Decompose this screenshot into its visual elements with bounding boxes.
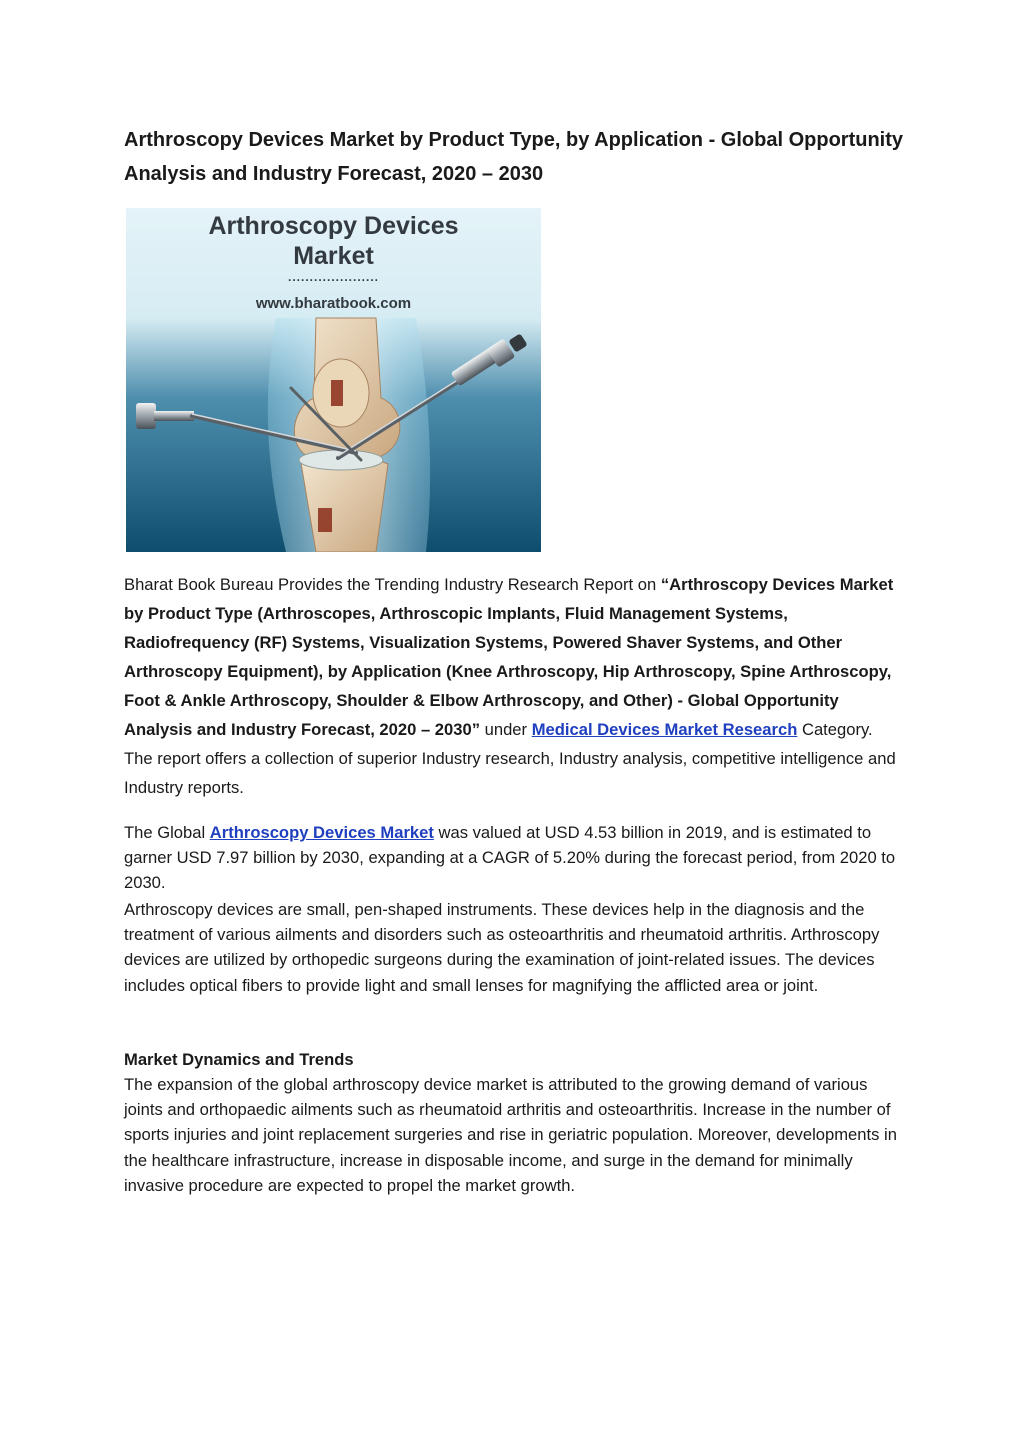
global-tail: was valued at USD 4.53 billion in 2019, and is estimated to garner USD 7.97 billion by 2030, expanding at a CAGR of 5.20% during the forecast period, from 2020 to 2030. [124,823,896,893]
page-title: Arthroscopy Devices Market by Product Type, by Application - Global Opportunity Analysis and Industry Forecast, 2020 – 2030 [124,129,904,185]
hero-image [126,208,541,552]
intro-lead: Bharat Book Bureau Provides the Trending Industry Research Report on [124,575,661,594]
hero-heading-line1: Arthroscopy Devices [208,212,459,240]
arthroscopy-devices-market-link[interactable]: Arthroscopy Devices Market [209,823,434,842]
report-name: “Arthroscopy Devices Market by Product Type (Arthroscopes, Arthroscopic Implants, Fluid Management Systems, Radiofrequency (RF) Systems, Visualization Systems, Powered Shaver Systems, and Other Arthroscopy Equipment), by Application (Knee Arthroscopy, Hip Arthroscopy, Spine Arthroscopy, Foot & Ankle Arthroscopy, Shoulder & Elbow Arthroscopy, and Other) - Global Opportunity Analysis and Industry Forecast, 2020 – 2030” [124,575,894,739]
devices-paragraph: Arthroscopy devices are small, pen-shaped instruments. These devices help in the diagnosis and the treatment of various ailments and disorders such as osteoarthritis and rheumatoid arthritis. Arthroscopy devices are utilized by orthopedic surgeons during the examination of joint-related issues. The devices includes optical fibers to provide light and small lenses for magnifying the afflicted area or joint. [124,900,880,995]
market-dynamics-paragraph: The expansion of the global arthroscopy device market is attributed to the growing demand of various joints and orthopaedic ailments such as rheumatoid arthritis and osteoarthritis. Increase in the number of sports injuries and joint replacement surgeries and rise in geriatric population. Moreover, developments in the healthcare infrastructure, increase in disposable income, and surge in the demand for minimally invasive procedure are expected to propel the market growth. [124,1075,897,1195]
global-market-paragraph [124,820,904,896]
medical-devices-market-research-link[interactable]: Medical Devices Market Research [531,720,798,739]
hero-url: www.bharatbook.com [255,295,412,312]
hero-dots: ..................... [287,270,379,284]
hero-heading-line2: Market [293,242,374,270]
global-lead: The Global [124,823,210,842]
intro-under: under [480,720,532,739]
intro-tail: Category. The report offers a collection of superior Industry research, Industry analysis, competitive intelligence and Industry reports. [124,720,896,797]
market-dynamics-heading: Market Dynamics and Trends [124,1050,354,1069]
intro-paragraph [124,570,904,802]
